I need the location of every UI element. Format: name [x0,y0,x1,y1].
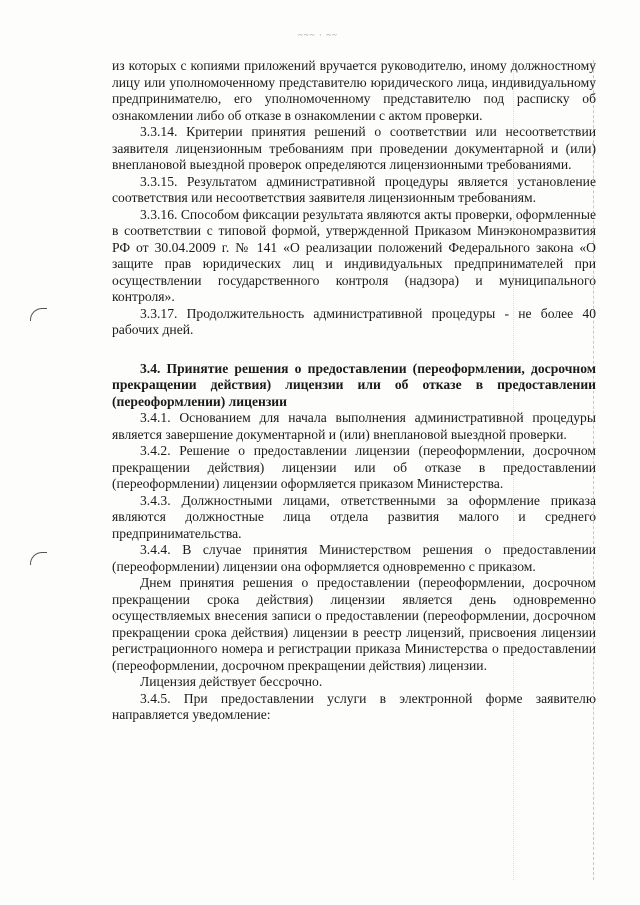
document-body [112,58,596,724]
paragraph-continuation: из которых с копиями приложений вручается руководителю, иному должностному лицу или уполномоченному представителю юридического лица, индивидуальному предпринимателю, его уполномоченному представителю под расписку об ознакомлении либо об отказе в ознакомлении с актом проверки. [112,58,596,123]
punch-hole-mark [30,308,47,321]
section-heading-3-4: 3.4. Принятие решения о предоставлении (переоформлении, досрочном прекращении действия) лицензии или об отказе в предоставлении (переоформлении) лицензии [112,360,596,409]
punch-hole-mark [30,552,47,565]
paragraph-3-4-3: 3.4.3. Должностными лицами, ответственными за оформление приказа являются должностные лица отдела развития малого и среднего предпринимательства. [112,492,596,541]
paragraph-3-3-16: 3.3.16. Способом фиксации результата являются акты проверки, оформленные в соответствии с типовой формой, утвержденной Приказом Минэкономразвития РФ от 30.04.2009 г. № 141 «О реализации положений Федерального закона «О защите прав юридических лиц и индивидуальных предпринимателей при осуществлении государственного контроля (надзора) и муниципального контроля». [112,206,596,304]
paragraph-3-4-5: 3.4.5. При предоставлении услуги в электронной форме заявителю направляется уведомление: [112,690,596,722]
paragraph-decision-day: Днем принятия решения о предоставлении (переоформлении, досрочном прекращении срока действия) лицензии является день одновременно осуществляемых внесения записи о предоставлении (переоформлении, досрочном прекращении срока действия) лицензии в реестр лицензий, присвоения лицензии регистрационного номера и регистрации приказа Министерства о предоставлении (переоформлении, досрочном прекращении действия) лицензии. [112,575,596,673]
paragraph-3-3-17: 3.3.17. Продолжительность административной процедуры - не более 40 рабочих дней. [112,305,596,337]
paragraph-3-4-2: 3.4.2. Решение о предоставлении лицензии (переоформлении, досрочном прекращении действия) лицензии или об отказе в предоставлении (переоформлении) лицензии оформляется приказом Министерства. [112,443,596,491]
paragraph-3-3-15: 3.3.15. Результатом административной процедуры является установление соответствия или несоответствия заявителя лицензионным требованиям. [112,173,596,205]
scan-header-mark: ~~~ · ~~ [298,30,338,40]
paragraph-3-4-1: 3.4.1. Основанием для начала выполнения административной процедуры является завершение документарной и (или) внеплановой выездной проверки. [112,410,596,442]
paragraph-3-3-14: 3.3.14. Критерии принятия решений о соответствии или несоответствии заявителя лицензионным требованиям при проведении документарной и (или) внеплановой выездной проверок определяются лицензионными требованиями. [112,124,596,172]
paragraph-3-4-4: 3.4.4. В случае принятия Министерством решения о предоставлении (переоформлении) лицензии она оформляется одновременно с приказом. [112,542,596,574]
paragraph-license-validity: Лицензия действует бессрочно. [140,674,323,689]
